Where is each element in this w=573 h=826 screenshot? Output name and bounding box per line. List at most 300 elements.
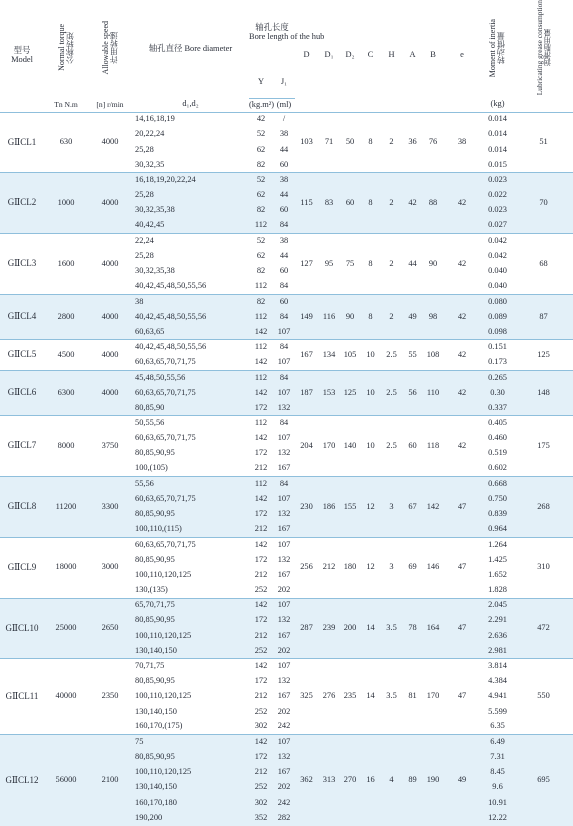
e-cell: 42 — [443, 173, 481, 234]
length-j-cell: 107 — [273, 735, 295, 750]
header-D2: D₂ — [340, 0, 360, 112]
D1-cell: 239 — [318, 598, 340, 659]
bore-diameter-cell: 100,110,120,125 — [132, 628, 249, 643]
model-cell: GⅡCL9 — [0, 537, 44, 598]
bore-diameter-cell: 40,42,45,48,50,55,56 — [132, 340, 249, 355]
model-cell: GⅡCL2 — [0, 173, 44, 234]
inertia-cell: 0.460 — [481, 431, 514, 446]
length-y-cell: 172 — [249, 613, 273, 628]
header-len-y: Y — [249, 67, 273, 99]
length-j-cell: 60 — [273, 264, 295, 279]
length-y-cell: 142 — [249, 537, 273, 552]
length-j-cell: 107 — [273, 325, 295, 340]
torque-cell: 25000 — [44, 598, 88, 659]
A-cell: 69 — [402, 537, 423, 598]
H-cell: 3.5 — [381, 598, 402, 659]
model-cell: GⅡCL10 — [0, 598, 44, 659]
table-row — [0, 234, 573, 249]
bore-diameter-cell: 60,63,65,70,71,75 — [132, 431, 249, 446]
bore-diameter-cell: 40,42,45,48,50,55,56 — [132, 309, 249, 324]
inertia-cell: 9.6 — [481, 780, 514, 795]
inertia-cell: 5.599 — [481, 704, 514, 719]
length-y-cell: 302 — [249, 720, 273, 735]
bore-diameter-cell: 130,140,150 — [132, 704, 249, 719]
speed-cell: 2100 — [88, 735, 132, 826]
inertia-cell: 2.291 — [481, 613, 514, 628]
D2-cell: 180 — [340, 537, 360, 598]
torque-cell: 630 — [44, 112, 88, 173]
inertia-cell: 0.042 — [481, 234, 514, 249]
length-j-cell: 202 — [273, 704, 295, 719]
length-j-cell: 242 — [273, 795, 295, 810]
length-j-cell: 38 — [273, 234, 295, 249]
bore-diameter-cell: 16,18,19,20,22,24 — [132, 173, 249, 188]
D1-cell: 276 — [318, 659, 340, 735]
header-len-j: J₁ — [273, 67, 295, 99]
length-j-cell: 44 — [273, 142, 295, 157]
length-j-cell: 167 — [273, 522, 295, 537]
A-cell: 55 — [402, 340, 423, 370]
torque-cell: 4500 — [44, 340, 88, 370]
torque-cell: 8000 — [44, 416, 88, 477]
e-cell: 42 — [443, 294, 481, 340]
length-j-cell: 38 — [273, 173, 295, 188]
grease-cell: 125 — [514, 340, 573, 370]
C-cell: 10 — [360, 416, 381, 477]
D1-cell: 83 — [318, 173, 340, 234]
inertia-cell: 0.151 — [481, 340, 514, 355]
bore-diameter-cell: 80,85,90,95 — [132, 552, 249, 567]
bore-diameter-cell: 160,170,(175) — [132, 720, 249, 735]
inertia-cell: 0.098 — [481, 325, 514, 340]
speed-cell: 2350 — [88, 659, 132, 735]
length-j-cell: 84 — [273, 370, 295, 385]
inertia-cell: 0.964 — [481, 522, 514, 537]
inertia-cell: 4.384 — [481, 674, 514, 689]
bore-diameter-cell: 14,16,18,19 — [132, 112, 249, 127]
length-y-cell: 62 — [249, 188, 273, 203]
length-j-cell: 44 — [273, 188, 295, 203]
header-torque-unit: Tn N.m — [44, 98, 88, 112]
model-cell: GⅡCL5 — [0, 340, 44, 370]
e-cell: 47 — [443, 537, 481, 598]
length-y-cell: 62 — [249, 142, 273, 157]
C-cell: 14 — [360, 598, 381, 659]
B-cell: 88 — [423, 173, 443, 234]
length-j-cell: 107 — [273, 598, 295, 613]
length-j-cell: 84 — [273, 218, 295, 233]
torque-cell: 11200 — [44, 477, 88, 538]
table-row — [0, 416, 573, 431]
length-j-cell: 132 — [273, 750, 295, 765]
inertia-cell: 1.828 — [481, 583, 514, 598]
bore-diameter-cell: 100,(105) — [132, 461, 249, 476]
D2-cell: 155 — [340, 477, 360, 538]
C-cell: 8 — [360, 173, 381, 234]
torque-cell: 56000 — [44, 735, 88, 826]
length-j-cell: 84 — [273, 340, 295, 355]
length-y-cell: 252 — [249, 583, 273, 598]
torque-cell: 1600 — [44, 234, 88, 295]
torque-cell: 40000 — [44, 659, 88, 735]
header-bore-length: 轴孔长度 Bore length of the hub — [249, 23, 325, 42]
length-j-cell: 60 — [273, 158, 295, 173]
header-D1: D₁ — [318, 0, 340, 112]
A-cell: 56 — [402, 370, 423, 416]
torque-cell: 6300 — [44, 370, 88, 416]
bore-diameter-cell: 75 — [132, 735, 249, 750]
B-cell: 190 — [423, 735, 443, 826]
table-row — [0, 173, 573, 188]
C-cell: 10 — [360, 370, 381, 416]
inertia-cell: 0.405 — [481, 416, 514, 431]
inertia-cell: 7.31 — [481, 750, 514, 765]
torque-cell: 1000 — [44, 173, 88, 234]
inertia-cell: 0.839 — [481, 507, 514, 522]
header-model: 型号 Model — [0, 0, 44, 112]
header-e: e — [443, 0, 481, 112]
length-y-cell: 172 — [249, 401, 273, 416]
speed-cell: 4000 — [88, 234, 132, 295]
length-y-cell: 212 — [249, 628, 273, 643]
table-row — [0, 598, 573, 613]
C-cell: 8 — [360, 112, 381, 173]
B-cell: 90 — [423, 234, 443, 295]
model-cell: GⅡCL12 — [0, 735, 44, 826]
bore-diameter-cell: 40,42,45 — [132, 218, 249, 233]
bore-diameter-cell: 160,170,180 — [132, 795, 249, 810]
length-j-cell: / — [273, 112, 295, 127]
inertia-cell: 0.040 — [481, 279, 514, 294]
bore-diameter-cell: 30,32,35,38 — [132, 203, 249, 218]
model-cell: GⅡCL6 — [0, 370, 44, 416]
C-cell: 8 — [360, 294, 381, 340]
table-row — [0, 537, 573, 552]
length-y-cell: 142 — [249, 492, 273, 507]
bore-diameter-cell: 70,71,75 — [132, 659, 249, 674]
inertia-cell: 0.027 — [481, 218, 514, 233]
inertia-cell: 6.35 — [481, 720, 514, 735]
A-cell: 44 — [402, 234, 423, 295]
length-y-cell: 212 — [249, 765, 273, 780]
table-body — [0, 112, 573, 826]
speed-cell: 3750 — [88, 416, 132, 477]
inertia-cell: 1.425 — [481, 552, 514, 567]
e-cell: 42 — [443, 416, 481, 477]
bore-diameter-cell: 80,85,90,95 — [132, 613, 249, 628]
H-cell: 2.5 — [381, 416, 402, 477]
e-cell: 42 — [443, 234, 481, 295]
inertia-cell: 0.519 — [481, 446, 514, 461]
length-y-cell: 142 — [249, 355, 273, 370]
length-y-cell: 212 — [249, 461, 273, 476]
H-cell: 2 — [381, 294, 402, 340]
model-cell: GⅡCL4 — [0, 294, 44, 340]
grease-cell: 70 — [514, 173, 573, 234]
D1-cell: 170 — [318, 416, 340, 477]
length-j-cell: 84 — [273, 309, 295, 324]
bore-diameter-cell: 130,(135) — [132, 583, 249, 598]
inertia-cell: 0.014 — [481, 112, 514, 127]
bore-diameter-cell: 80,85,90 — [132, 401, 249, 416]
D1-cell: 95 — [318, 234, 340, 295]
B-cell: 142 — [423, 477, 443, 538]
grease-cell: 695 — [514, 735, 573, 826]
A-cell: 78 — [402, 598, 423, 659]
length-j-cell: 242 — [273, 720, 295, 735]
inertia-cell: 3.814 — [481, 659, 514, 674]
D-cell: 127 — [295, 234, 318, 295]
D1-cell: 116 — [318, 294, 340, 340]
length-y-cell: 352 — [249, 811, 273, 826]
header-C: C — [360, 0, 381, 112]
D2-cell: 125 — [340, 370, 360, 416]
D-cell: 256 — [295, 537, 318, 598]
H-cell: 3 — [381, 537, 402, 598]
header-H: H — [381, 0, 402, 112]
speed-cell: 4000 — [88, 173, 132, 234]
B-cell: 170 — [423, 659, 443, 735]
bore-diameter-cell: 100,110,(115) — [132, 522, 249, 537]
length-y-cell: 302 — [249, 795, 273, 810]
grease-cell: 148 — [514, 370, 573, 416]
inertia-cell: 0.040 — [481, 264, 514, 279]
D2-cell: 270 — [340, 735, 360, 826]
bore-diameter-cell: 80,85,90,95 — [132, 674, 249, 689]
length-j-cell: 44 — [273, 249, 295, 264]
H-cell: 2 — [381, 112, 402, 173]
length-j-cell: 107 — [273, 431, 295, 446]
bore-diameter-cell: 130,140,150 — [132, 644, 249, 659]
length-y-cell: 142 — [249, 598, 273, 613]
header-grease: Lubricating grease consumption 润滑脂用量 — [534, 0, 552, 96]
length-j-cell: 60 — [273, 203, 295, 218]
D1-cell: 313 — [318, 735, 340, 826]
speed-cell: 4000 — [88, 112, 132, 173]
length-y-cell: 112 — [249, 279, 273, 294]
grease-cell: 310 — [514, 537, 573, 598]
inertia-cell: 0.042 — [481, 249, 514, 264]
length-y-cell: 212 — [249, 522, 273, 537]
inertia-cell: 0.089 — [481, 309, 514, 324]
inertia-cell: 0.668 — [481, 477, 514, 492]
inertia-cell: 2.981 — [481, 644, 514, 659]
torque-cell: 2800 — [44, 294, 88, 340]
length-j-cell: 38 — [273, 127, 295, 142]
length-y-cell: 112 — [249, 370, 273, 385]
header-mass-unit: (kg) — [481, 98, 514, 112]
e-cell: 47 — [443, 598, 481, 659]
bore-diameter-cell: 80,85,90,95 — [132, 446, 249, 461]
B-cell: 110 — [423, 370, 443, 416]
D1-cell: 186 — [318, 477, 340, 538]
length-j-cell: 132 — [273, 401, 295, 416]
length-y-cell: 62 — [249, 249, 273, 264]
D-cell: 187 — [295, 370, 318, 416]
header-inertia-unit: (kg.m²) — [249, 98, 273, 112]
header-speed-unit: [n] r/min — [88, 98, 132, 112]
B-cell: 164 — [423, 598, 443, 659]
length-j-cell: 107 — [273, 659, 295, 674]
bore-diameter-cell: 25,28 — [132, 249, 249, 264]
length-y-cell: 52 — [249, 234, 273, 249]
model-cell: GⅡCL8 — [0, 477, 44, 538]
speed-cell: 4000 — [88, 370, 132, 416]
H-cell: 2.5 — [381, 370, 402, 416]
length-y-cell: 142 — [249, 659, 273, 674]
bore-diameter-cell: 50,55,56 — [132, 416, 249, 431]
inertia-cell: 0.080 — [481, 294, 514, 309]
length-j-cell: 132 — [273, 446, 295, 461]
length-y-cell: 42 — [249, 112, 273, 127]
D-cell: 167 — [295, 340, 318, 370]
length-j-cell: 202 — [273, 644, 295, 659]
length-j-cell: 202 — [273, 780, 295, 795]
D-cell: 115 — [295, 173, 318, 234]
bore-diameter-cell: 80,85,90,95 — [132, 750, 249, 765]
table-row — [0, 112, 573, 127]
bore-diameter-cell: 40,42,45,48,50,55,56 — [132, 279, 249, 294]
table-row — [0, 294, 573, 309]
grease-cell: 472 — [514, 598, 573, 659]
speed-cell: 4000 — [88, 340, 132, 370]
length-y-cell: 172 — [249, 446, 273, 461]
D2-cell: 50 — [340, 112, 360, 173]
B-cell: 146 — [423, 537, 443, 598]
length-y-cell: 212 — [249, 689, 273, 704]
header-A: A — [402, 0, 423, 112]
C-cell: 12 — [360, 537, 381, 598]
C-cell: 14 — [360, 659, 381, 735]
inertia-cell: 0.014 — [481, 127, 514, 142]
bore-diameter-cell: 100,110,120,125 — [132, 765, 249, 780]
grease-cell: 268 — [514, 477, 573, 538]
e-cell: 42 — [443, 370, 481, 416]
bore-diameter-cell: 60,63,65,70,71,75 — [132, 385, 249, 400]
inertia-cell: 2.045 — [481, 598, 514, 613]
length-j-cell: 167 — [273, 689, 295, 704]
table-row — [0, 477, 573, 492]
length-y-cell: 112 — [249, 309, 273, 324]
table-row — [0, 340, 573, 355]
A-cell: 49 — [402, 294, 423, 340]
length-y-cell: 52 — [249, 127, 273, 142]
bore-diameter-cell: 60,63,65,70,71,75 — [132, 492, 249, 507]
length-j-cell: 167 — [273, 461, 295, 476]
D-cell: 325 — [295, 659, 318, 735]
speed-cell: 3000 — [88, 537, 132, 598]
length-y-cell: 142 — [249, 735, 273, 750]
D1-cell: 71 — [318, 112, 340, 173]
bore-diameter-cell: 100,110,120,125 — [132, 568, 249, 583]
B-cell: 76 — [423, 112, 443, 173]
D2-cell: 105 — [340, 340, 360, 370]
length-y-cell: 142 — [249, 385, 273, 400]
e-cell: 49 — [443, 735, 481, 826]
bore-diameter-cell: 25,28 — [132, 188, 249, 203]
length-y-cell: 252 — [249, 704, 273, 719]
length-j-cell: 84 — [273, 279, 295, 294]
C-cell: 16 — [360, 735, 381, 826]
A-cell: 81 — [402, 659, 423, 735]
D-cell: 149 — [295, 294, 318, 340]
bore-diameter-cell: 22,24 — [132, 234, 249, 249]
D1-cell: 153 — [318, 370, 340, 416]
inertia-cell: 1.264 — [481, 537, 514, 552]
D2-cell: 90 — [340, 294, 360, 340]
D2-cell: 140 — [340, 416, 360, 477]
inertia-cell: 0.265 — [481, 370, 514, 385]
A-cell: 89 — [402, 735, 423, 826]
bore-diameter-cell: 25,28 — [132, 142, 249, 157]
length-y-cell: 82 — [249, 158, 273, 173]
D2-cell: 235 — [340, 659, 360, 735]
length-y-cell: 172 — [249, 750, 273, 765]
torque-cell: 18000 — [44, 537, 88, 598]
length-j-cell: 107 — [273, 355, 295, 370]
inertia-cell: 0.023 — [481, 203, 514, 218]
length-j-cell: 282 — [273, 811, 295, 826]
e-cell: 47 — [443, 659, 481, 735]
header-bore-diameter: 轴孔直径 Bore diameter — [148, 43, 233, 53]
length-j-cell: 202 — [273, 583, 295, 598]
inertia-cell: 0.337 — [481, 401, 514, 416]
D-cell: 287 — [295, 598, 318, 659]
bore-diameter-cell: 60,63,65,70,71,75 — [132, 537, 249, 552]
header-D: D — [295, 0, 318, 112]
grease-cell: 87 — [514, 294, 573, 340]
H-cell: 2 — [381, 173, 402, 234]
length-y-cell: 112 — [249, 218, 273, 233]
A-cell: 36 — [402, 112, 423, 173]
e-cell: 42 — [443, 340, 481, 370]
grease-cell: 550 — [514, 659, 573, 735]
length-j-cell: 84 — [273, 477, 295, 492]
length-j-cell: 167 — [273, 628, 295, 643]
inertia-cell: 0.30 — [481, 385, 514, 400]
table-row — [0, 659, 573, 674]
length-y-cell: 52 — [249, 173, 273, 188]
header-B: B — [423, 0, 443, 112]
grease-cell: 68 — [514, 234, 573, 295]
table-row — [0, 370, 573, 385]
inertia-cell: 0.173 — [481, 355, 514, 370]
inertia-cell: 1.652 — [481, 568, 514, 583]
inertia-cell: 0.022 — [481, 188, 514, 203]
length-j-cell: 132 — [273, 613, 295, 628]
C-cell: 10 — [360, 340, 381, 370]
D-cell: 204 — [295, 416, 318, 477]
D1-cell: 212 — [318, 537, 340, 598]
B-cell: 98 — [423, 294, 443, 340]
grease-cell: 51 — [514, 112, 573, 173]
A-cell: 42 — [402, 173, 423, 234]
bore-diameter-cell: 190,200 — [132, 811, 249, 826]
bore-diameter-cell: 38 — [132, 294, 249, 309]
A-cell: 67 — [402, 477, 423, 538]
model-cell: GⅡCL11 — [0, 659, 44, 735]
B-cell: 108 — [423, 340, 443, 370]
length-y-cell: 172 — [249, 674, 273, 689]
bore-diameter-cell: 20,22,24 — [132, 127, 249, 142]
inertia-cell: 2.636 — [481, 628, 514, 643]
length-y-cell: 112 — [249, 477, 273, 492]
C-cell: 8 — [360, 234, 381, 295]
D-cell: 362 — [295, 735, 318, 826]
length-j-cell: 132 — [273, 552, 295, 567]
D-cell: 230 — [295, 477, 318, 538]
bore-diameter-cell: 100,110,120,125 — [132, 689, 249, 704]
